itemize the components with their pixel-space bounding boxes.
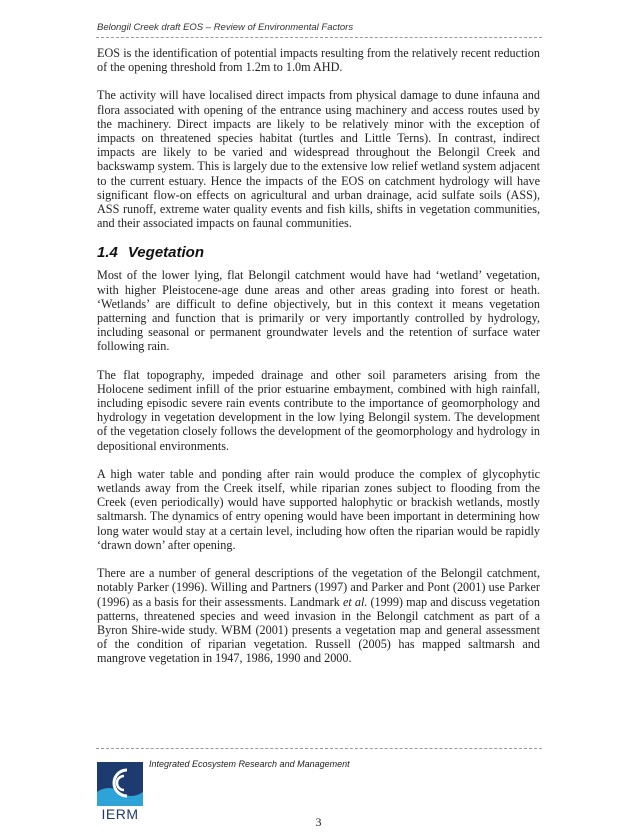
- footer-organisation: Integrated Ecosystem Research and Management: [149, 759, 350, 769]
- paragraph: A high water table and ponding after rain would produce the complex of glycophytic wetlands away from the Creek itself, while riparian zones subject to flooding from the Creek (even periodically) would have supported halophytic or brackish wetlands, mostly saltmarsh. The dynamics of entry opening would have been important in determining how long water would stay at a certain level, including how often the riparian would be rapidly ‘drawn down’ after opening.: [97, 466, 540, 552]
- paragraph-text: (1999) map and discuss vegetation patterns, threatened species and weed invasion in the Belongil catchment as part of a Byron Shire-wide study. WBM (2001) presents a vegetation map and general assessment of the condition of riparian vegetation. Russell (2005) has mapped saltmarsh and mangrove vegetation in 1947, 1986, 1990 and 2000.: [97, 594, 540, 666]
- paragraph: The flat topography, impeded drainage and other soil parameters arising from the Holocene sediment infill of the prior estuarine embayment, combined with high rainfall, including episodic severe rain events contribute to the importance of geomorphology and hydrology in vegetation development in the low lying Belongil system. The development of the vegetation closely follows the development of the geomorphology and hydrology in depositional environments.: [97, 367, 540, 453]
- header-divider: [96, 37, 542, 38]
- section-title: Vegetation: [127, 244, 204, 262]
- running-header: Belongil Creek draft EOS – Review of Environmental Factors: [97, 22, 354, 33]
- paragraph: EOS is the identification of potential impacts resulting from the relatively recent reduction of the opening threshold from 1.2m to 1.0m AHD.: [97, 46, 540, 75]
- footer-divider: [96, 748, 542, 749]
- ierm-logo-icon: [97, 762, 143, 806]
- paragraph: [97, 566, 540, 665]
- logo-text: IERM: [101, 806, 139, 822]
- paragraph: Most of the lower lying, flat Belongil catchment would have had ‘wetland’ vegetation, with higher Pleistocene-age dune areas and other areas grading into forest or heath. ‘Wetlands’ are difficult to define objectively, but in this context it means vegetation patterning and function that is primarily or very importantly controlled by hydrology, including seasonal or permanent groundwater levels and the retention of surface water following rain.: [97, 268, 540, 354]
- section-heading: [97, 244, 540, 262]
- paragraph-text: There are a number of general descriptions of the vegetation of the Belongil catchment, notably Parker (1996). Willing and Partners (1997) and Parker and Pont (2001) use Parker (1996) as a basis for their assessments. Landmark: [97, 566, 540, 609]
- italic-citation: et al.: [342, 594, 368, 609]
- page-number: 3: [315, 815, 322, 829]
- document-body: [97, 46, 540, 680]
- paragraph: The activity will have localised direct impacts from physical damage to dune infauna and flora associated with opening of the entrance using machinery and access routes used by the machinery. Direct impacts are likely to be relatively minor with the exception of impacts on threatened species habitat (turtles and Little Terns). In contrast, indirect impacts are likely to be varied and widespread throughout the Belongil Creek and backswamp system. This is largely due to the extensive low relief wetland system adjacent to the current estuary. Hence the impacts of the EOS on catchment hydrology will have significant flow-on effects on agricultural and urban drainage, acid sulfate soils (ASS), ASS runoff, extreme water quality events and fish kills, shifts in vegetation communities, and their associated impacts on faunal communities.: [97, 88, 540, 231]
- section-number: 1.4: [97, 244, 118, 262]
